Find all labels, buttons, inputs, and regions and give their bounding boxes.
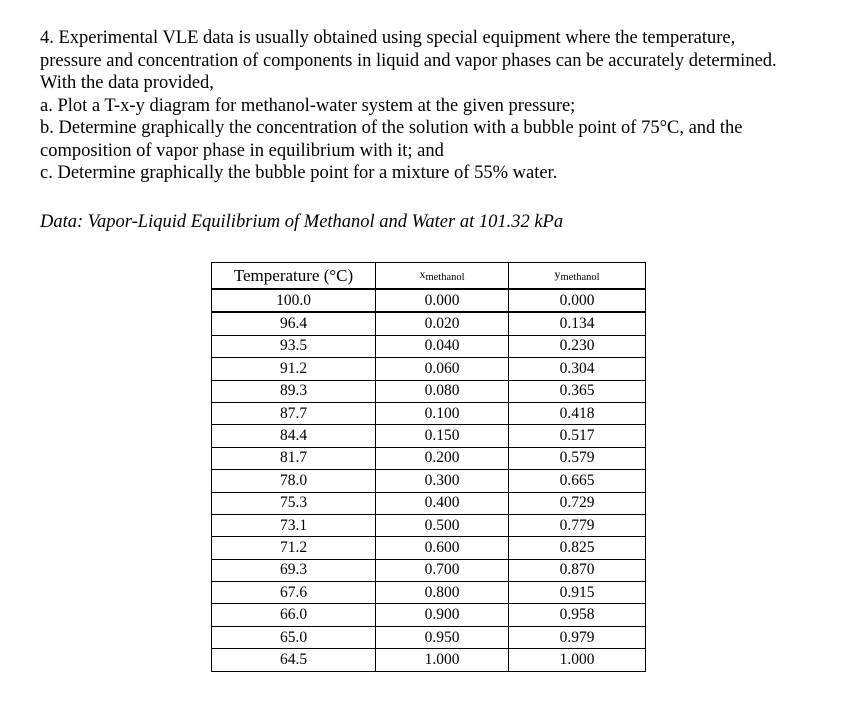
table-row [212,402,646,424]
table-row [212,447,646,469]
cell-temperature: 66.0 [212,604,376,626]
cell-y-methanol: 0.915 [509,582,646,604]
cell-y-methanol: 1.000 [509,649,646,671]
table-header-row [212,263,646,290]
table-row [212,559,646,581]
cell-y-methanol: 0.304 [509,358,646,380]
problem-statement [40,27,840,185]
cell-temperature: 89.3 [212,380,376,402]
cell-x-methanol: 0.100 [376,402,509,424]
cell-x-methanol: 0.700 [376,559,509,581]
cell-temperature: 81.7 [212,447,376,469]
header-x-methanol [376,263,509,290]
problem-line: 4. Experimental VLE data is usually obtained using special equipment where the temperature, [40,28,736,48]
cell-x-methanol: 0.500 [376,514,509,536]
cell-x-methanol: 0.150 [376,425,509,447]
cell-x-methanol: 0.080 [376,380,509,402]
cell-x-methanol: 0.060 [376,358,509,380]
cell-x-methanol: 0.950 [376,626,509,648]
cell-y-methanol: 0.517 [509,425,646,447]
cell-y-methanol: 0.979 [509,626,646,648]
problem-line: composition of vapor phase in equilibrium with it; and [40,140,444,161]
cell-temperature: 73.1 [212,514,376,536]
cell-y-methanol: 0.230 [509,335,646,357]
problem-line: a. Plot a T-x-y diagram for methanol-water system at the given pressure; [40,95,576,116]
header-temperature: Temperature (°C) [212,263,376,290]
cell-x-methanol: 1.000 [376,649,509,671]
cell-y-methanol: 0.870 [509,559,646,581]
problem-line: c. Determine graphically the bubble point for a mixture of 55% water. [40,163,558,183]
header-y-sub: methanol [560,272,600,283]
problem-line: With the data provided, [40,73,214,93]
cell-y-methanol: 0.729 [509,492,646,514]
cell-y-methanol: 0.665 [509,470,646,492]
cell-temperature: 96.4 [212,312,376,335]
cell-y-methanol: 0.000 [509,289,646,312]
problem-line: b. Determine graphically the concentration of the solution with a bubble point of 75°C, and the [40,118,743,138]
vle-data-table [211,262,646,672]
cell-temperature: 65.0 [212,626,376,648]
table-title: Data: Vapor-Liquid Equilibrium of Methanol and Water at 101.32 kPa [40,212,564,232]
cell-x-methanol: 0.300 [376,470,509,492]
table-row [212,537,646,559]
table-row [212,582,646,604]
table-row [212,470,646,492]
table-row [212,358,646,380]
cell-temperature: 71.2 [212,537,376,559]
cell-x-methanol: 0.400 [376,492,509,514]
table-row [212,425,646,447]
cell-temperature: 75.3 [212,492,376,514]
cell-temperature: 87.7 [212,402,376,424]
cell-temperature: 91.2 [212,358,376,380]
cell-y-methanol: 0.134 [509,312,646,335]
cell-temperature: 93.5 [212,335,376,357]
header-y-main: y [554,267,561,281]
cell-x-methanol: 0.020 [376,312,509,335]
problem-line: pressure and concentration of components in liquid and vapor phases can be accurately determined. [40,50,777,71]
table-row [212,380,646,402]
header-x-main: x [419,267,426,281]
cell-x-methanol: 0.200 [376,447,509,469]
table-row [212,626,646,648]
cell-x-methanol: 0.000 [376,289,509,312]
table-row [212,335,646,357]
cell-y-methanol: 0.825 [509,537,646,559]
cell-x-methanol: 0.040 [376,335,509,357]
table-row [212,289,646,312]
cell-x-methanol: 0.600 [376,537,509,559]
cell-temperature: 84.4 [212,425,376,447]
cell-temperature: 100.0 [212,289,376,312]
table-body [212,289,646,671]
cell-temperature: 64.5 [212,649,376,671]
table-row [212,312,646,335]
cell-x-methanol: 0.800 [376,582,509,604]
cell-y-methanol: 0.958 [509,604,646,626]
header-y-methanol [509,263,646,290]
table-row [212,514,646,536]
cell-temperature: 67.6 [212,582,376,604]
cell-y-methanol: 0.365 [509,380,646,402]
cell-temperature: 78.0 [212,470,376,492]
cell-y-methanol: 0.579 [509,447,646,469]
table-row [212,492,646,514]
table-row [212,649,646,671]
cell-temperature: 69.3 [212,559,376,581]
table-row [212,604,646,626]
cell-x-methanol: 0.900 [376,604,509,626]
header-x-sub: methanol [425,272,465,283]
cell-y-methanol: 0.779 [509,514,646,536]
cell-y-methanol: 0.418 [509,402,646,424]
